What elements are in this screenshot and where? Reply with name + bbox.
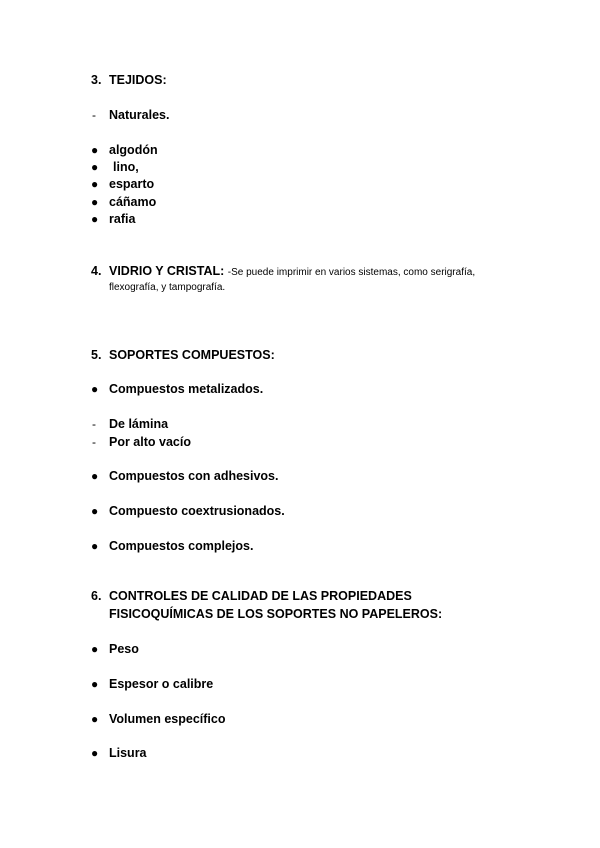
subheading-naturales: Naturales. xyxy=(109,108,170,122)
bullet-icon: ● xyxy=(91,677,99,691)
list-item: Volumen específico xyxy=(109,712,226,726)
list-item: Compuestos metalizados. xyxy=(109,382,264,396)
sub-list-item: De lámina xyxy=(109,417,169,431)
list-item: Compuesto coextrusionados. xyxy=(109,504,285,518)
list-item: Compuestos complejos. xyxy=(109,539,254,553)
section-5-number: 5. xyxy=(91,348,102,362)
section-4-description-cont: flexografía, y tampografía. xyxy=(109,282,226,293)
bullet-icon: ● xyxy=(91,746,99,760)
bullet-icon: ● xyxy=(91,642,99,656)
list-item: lino, xyxy=(113,160,139,174)
section-4-title-line xyxy=(109,263,475,281)
section-6-title-cont: FISICOQUÍMICAS DE LOS SOPORTES NO PAPELEROS: xyxy=(109,607,443,621)
list-item: Peso xyxy=(109,642,139,656)
dash-marker: - xyxy=(92,108,96,122)
section-6-title: CONTROLES DE CALIDAD DE LAS PROPIEDADES xyxy=(109,589,412,603)
section-4-title: VIDRIO Y CRISTAL: xyxy=(109,264,225,278)
sub-list-item: Por alto vacío xyxy=(109,435,191,449)
dash-marker: - xyxy=(92,435,96,449)
list-item: Compuestos con adhesivos. xyxy=(109,469,279,483)
bullet-icon: ● xyxy=(91,382,99,396)
bullet-icon: ● xyxy=(91,504,99,518)
bullet-icon: ● xyxy=(91,177,99,191)
section-6-number: 6. xyxy=(91,589,102,603)
list-item: algodón xyxy=(109,143,158,157)
bullet-icon: ● xyxy=(91,212,99,226)
bullet-icon: ● xyxy=(91,143,99,157)
section-4-number: 4. xyxy=(91,264,102,278)
bullet-icon: ● xyxy=(91,195,99,209)
list-item: Espesor o calibre xyxy=(109,677,214,691)
dash-marker: - xyxy=(92,417,96,431)
list-item: cáñamo xyxy=(109,195,157,209)
bullet-icon: ● xyxy=(91,712,99,726)
bullet-icon: ● xyxy=(91,160,99,174)
section-4-description: -Se puede imprimir en varios sistemas, como serigrafía, xyxy=(227,267,476,278)
list-item: rafia xyxy=(109,212,136,226)
list-item: esparto xyxy=(109,177,155,191)
bullet-icon: ● xyxy=(91,469,99,483)
section-5-title: SOPORTES COMPUESTOS: xyxy=(109,348,275,362)
list-item: Lisura xyxy=(109,746,147,760)
section-3-title: TEJIDOS: xyxy=(109,73,167,87)
bullet-icon: ● xyxy=(91,539,99,553)
section-3-number: 3. xyxy=(91,73,102,87)
